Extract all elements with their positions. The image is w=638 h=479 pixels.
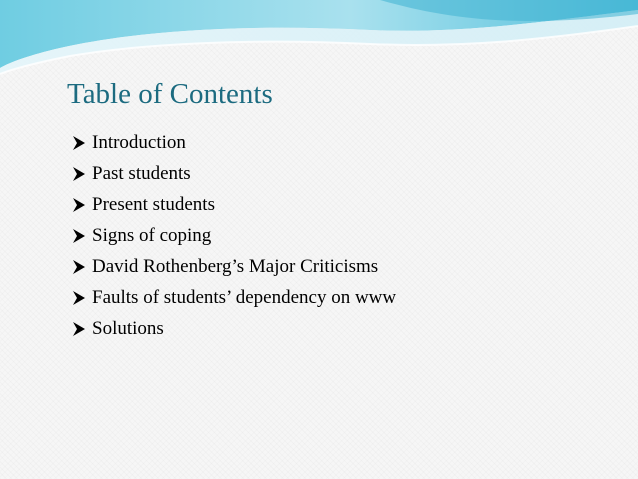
arrowhead-bullet-icon (73, 291, 85, 305)
arrowhead-bullet-icon (73, 322, 85, 336)
slide-title: Table of Contents (67, 78, 273, 110)
arrowhead-bullet-icon (73, 136, 85, 150)
list-item-label: Past students (92, 162, 191, 184)
arrowhead-bullet-icon (73, 229, 85, 243)
list-item-label: Present students (92, 193, 215, 215)
arrowhead-bullet-icon (73, 260, 85, 274)
list-item-solutions (73, 313, 396, 344)
table-of-contents-list (73, 127, 396, 344)
list-item-faults-dependency (73, 282, 396, 313)
arrowhead-bullet-icon (73, 167, 85, 181)
list-item-introduction (73, 127, 396, 158)
list-item-major-criticisms (73, 251, 396, 282)
list-item-past-students (73, 158, 396, 189)
list-item-signs-of-coping (73, 220, 396, 251)
list-item-present-students (73, 189, 396, 220)
list-item-label: Faults of students’ dependency on www (92, 286, 397, 308)
list-item-label: Signs of coping (92, 224, 212, 246)
list-item-label: Solutions (92, 317, 164, 339)
arrowhead-bullet-icon (73, 198, 85, 212)
header-wave-decoration (0, 0, 638, 80)
list-item-label: Introduction (92, 131, 186, 153)
list-item-label: David Rothenberg’s Major Criticisms (92, 255, 379, 277)
